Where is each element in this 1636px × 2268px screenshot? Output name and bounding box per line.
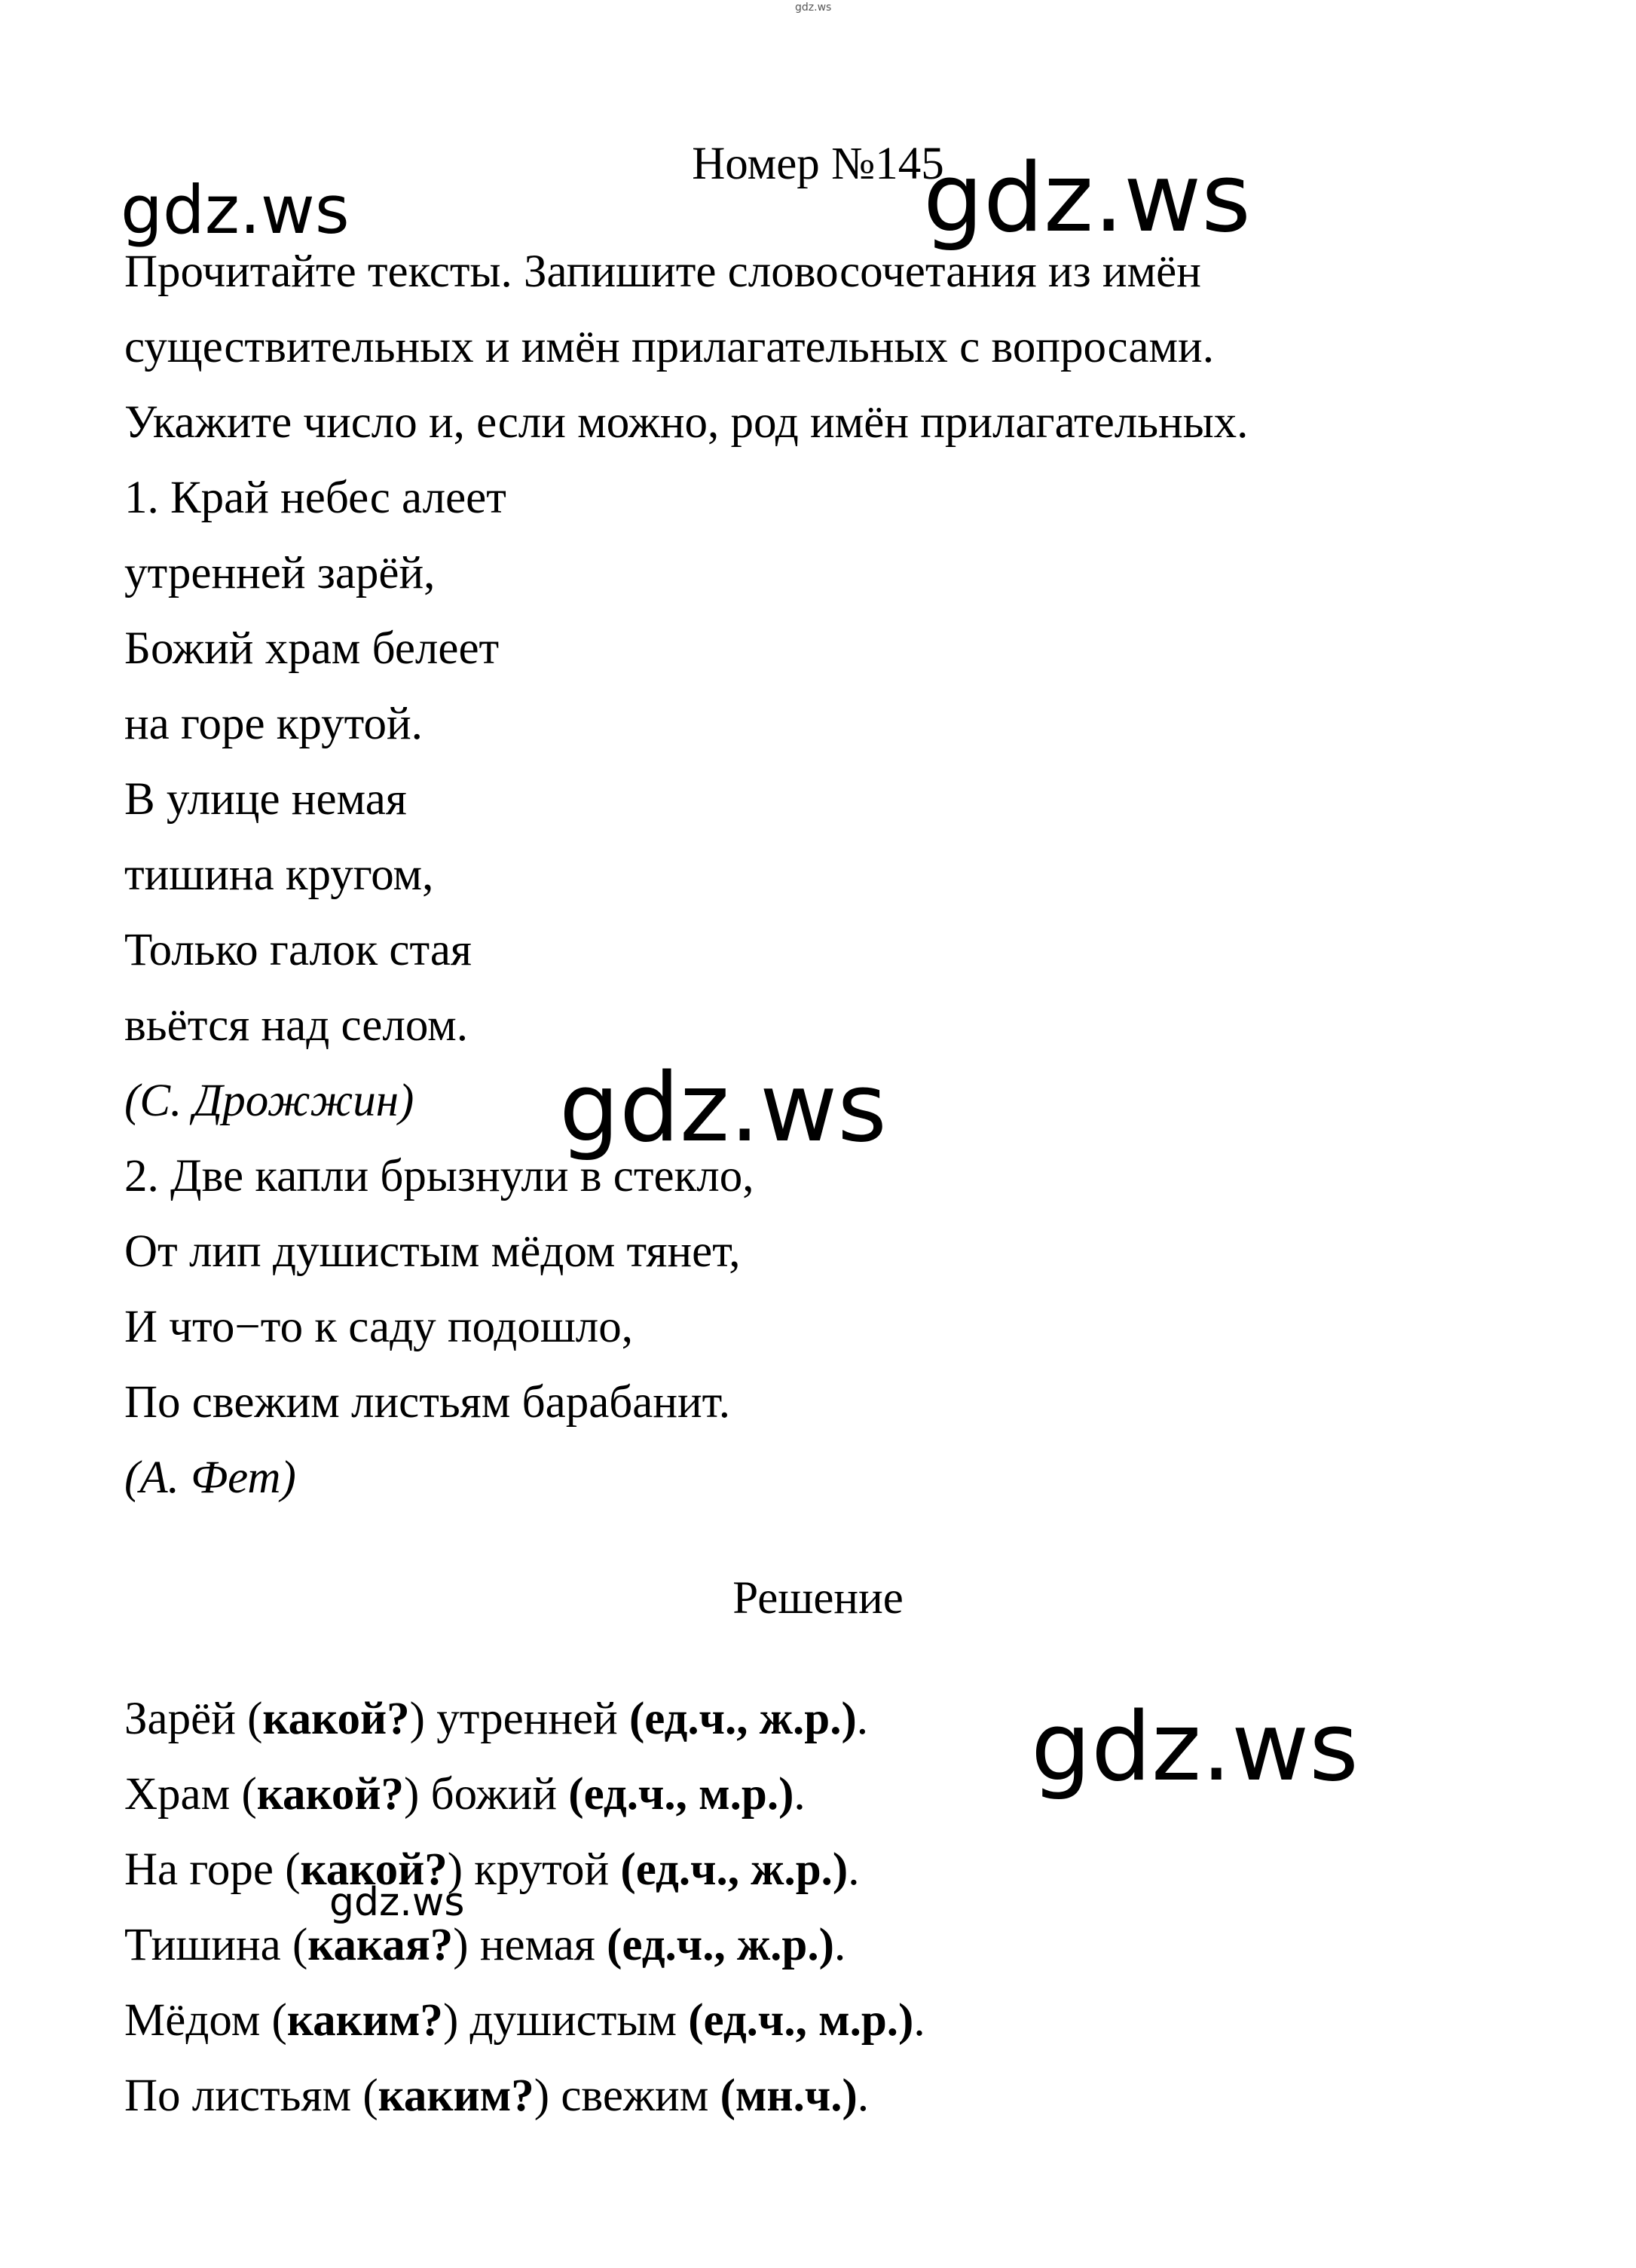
- poem-author: (С. Дрожжин): [124, 1076, 414, 1126]
- solution-row: Храм (какой?) божий (ед.ч., м.р.).: [124, 1769, 806, 1820]
- watermark-middle: gdz.ws: [559, 1052, 887, 1163]
- poem-line: Божий храм белеет: [124, 623, 500, 674]
- poem-line: В улице немая: [124, 774, 407, 825]
- watermark-tiny: gdz.ws: [795, 2, 832, 14]
- poem-line: утренней зарёй,: [124, 548, 436, 598]
- task-line: существительных и имён прилагательных с вопросами.: [124, 322, 1214, 372]
- solution-row: Мёдом (каким?) душистым (ед.ч., м.р.).: [124, 1995, 925, 2046]
- solution-row: Зарёй (какой?) утренней (ед.ч., ж.р.).: [124, 1694, 869, 1744]
- watermark-small: gdz.ws: [329, 1880, 465, 1925]
- poem-line: Только галок стая: [124, 925, 472, 975]
- watermark-solution: gdz.ws: [1031, 1691, 1359, 1802]
- poem-line: 1. Край небес алеет: [124, 473, 506, 523]
- poem-line: По свежим листьям барабанит.: [124, 1377, 730, 1428]
- poem-line: тишина кругом,: [124, 849, 434, 900]
- solution-row: По листьям (каким?) свежим (мн.ч.).: [124, 2071, 870, 2121]
- watermark-top-right: gdz.ws: [923, 142, 1251, 253]
- task-line: Прочитайте тексты. Запишите словосочетания из имён: [124, 246, 1201, 297]
- poem-line: вьётся над селом.: [124, 1000, 469, 1051]
- task-line: Укажите число и, если можно, род имён прилагательных.: [124, 397, 1249, 448]
- page-title: Номер №145: [692, 139, 944, 189]
- poem-author: (А. Фет): [124, 1452, 296, 1503]
- solution-row: На горе (какой?) крутой (ед.ч., ж.р.).: [124, 1844, 860, 1895]
- poem-line: И что−то к саду подошло,: [124, 1302, 633, 1352]
- watermark-top-left: gdz.ws: [121, 171, 350, 249]
- solution-row: Тишина (какая?) немая (ед.ч., ж.р.).: [124, 1920, 846, 1970]
- poem-line: на горе крутой.: [124, 699, 423, 749]
- solution-heading: Решение: [732, 1573, 904, 1624]
- poem-line: От лип душистым мёдом тянет,: [124, 1226, 741, 1277]
- poem-line: 2. Две капли брызнули в стекло,: [124, 1151, 754, 1201]
